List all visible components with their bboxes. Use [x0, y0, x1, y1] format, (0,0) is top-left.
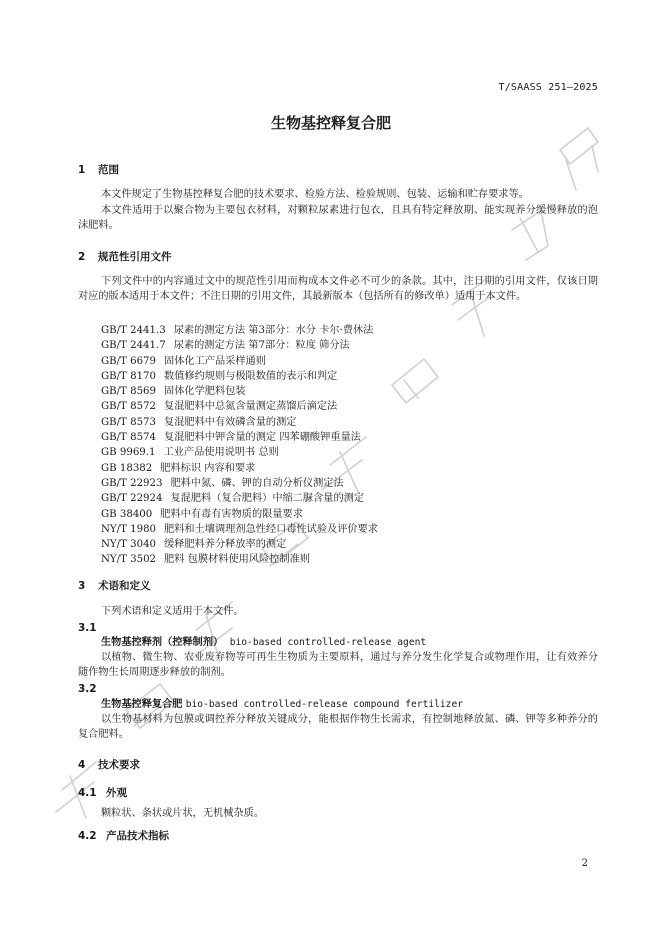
- list-item: [101, 507, 378, 522]
- section-number: 3: [78, 580, 86, 592]
- term-number: 3.1: [78, 622, 97, 634]
- list-item: [101, 491, 378, 506]
- list-item: [101, 522, 378, 537]
- reference-code: GB/T 8170: [101, 370, 157, 382]
- section-number: 2: [78, 251, 86, 263]
- list-item: [101, 399, 378, 414]
- list-item: [101, 552, 378, 567]
- list-item: [101, 369, 378, 384]
- list-item: [101, 461, 378, 476]
- references-intro: 下列文件中的内容通过文中的规范性引用而构成本文件必不可少的条款。其中，注日期的引用文件，仅该日期对应的版本适用于本文件；不注日期的引用文件，其最新版本（包括所有的修改单）适用于本文件。: [78, 276, 598, 302]
- reference-code: NY/T 1980: [101, 523, 157, 535]
- reference-title: 肥料 包膜材料使用风险控制准则: [164, 554, 310, 566]
- section-heading-normative-references: [78, 249, 172, 264]
- reference-title: 数值修约规则与极限数值的表示和判定: [164, 370, 338, 382]
- reference-title: 肥料中氮、磷、钾的自动分析仪测定法: [170, 477, 344, 489]
- reference-title: 尿素的测定方法 第7部分：粒度 筛分法: [173, 340, 350, 352]
- term-definition: 以生物基材料为包膜或调控养分释放关键成分，能根据作物生长需求，有控制地释放氮、磷、钾等多种养分的复合肥料。: [78, 714, 598, 740]
- document-number: T/SAASS 251—2025: [498, 82, 598, 93]
- reference-code: GB/T 8572: [101, 401, 157, 413]
- term-number: 3.2: [78, 683, 97, 695]
- section-title: 规范性引用文件: [98, 251, 172, 263]
- section-heading-technical-requirements: [78, 757, 140, 772]
- terms-intro: 下列术语和定义适用于本文件。: [101, 606, 244, 617]
- page-title: 生物基控释复合肥: [270, 114, 391, 132]
- reference-code: GB/T 8569: [101, 386, 157, 398]
- section-title: 范围: [98, 164, 119, 176]
- subsection-number: 4.2: [78, 830, 97, 842]
- reference-code: GB/T 2441.3: [101, 325, 166, 336]
- list-item: [101, 415, 378, 430]
- list-item: [101, 354, 378, 369]
- reference-code: GB/T 8573: [101, 416, 157, 428]
- reference-code: GB 18382: [101, 462, 153, 474]
- term-entry: [101, 635, 426, 650]
- term-chinese: 生物基控释复合肥: [101, 699, 183, 710]
- scope-paragraph-1: 本文件规定了生物基控释复合肥的技术要求、检验方法、检验规则、包装、运输和贮存要求等。: [101, 189, 529, 200]
- subsection-number: 4.1: [78, 787, 97, 799]
- subsection-heading-appearance: [78, 785, 127, 800]
- section-heading-scope: [78, 162, 119, 177]
- reference-code: NY/T 3040: [101, 539, 157, 551]
- reference-title: 复混肥料中钾含量的测定 四苯硼酸钾重量法: [164, 432, 361, 444]
- reference-title: 复混肥料（复合肥料）中缩二脲含量的测定: [170, 493, 365, 505]
- reference-title: 肥料中有毒有害物质的限量要求: [160, 508, 303, 520]
- reference-title: 复混肥料中总氮含量测定蒸馏后滴定法: [164, 401, 338, 413]
- scope-paragraph-2: 本文件适用于以聚合物为主要包衣材料，对颗粒尿素进行包衣，且具有特定释放期、能实现养分缓慢释放的泡沫肥料。: [78, 205, 598, 231]
- subsection-title: 外观: [106, 787, 127, 799]
- reference-code: GB/T 22923: [101, 477, 163, 489]
- term-entry: [101, 697, 463, 712]
- reference-code: GB/T 6679: [101, 355, 157, 367]
- reference-code: GB/T 8574: [101, 432, 157, 444]
- section-title: 术语和定义: [98, 580, 151, 592]
- reference-code: NY/T 3502: [101, 554, 157, 566]
- reference-code: GB/T 2441.7: [101, 340, 166, 352]
- appearance-text: 颗粒状、条状或片状，无机械杂质。: [101, 808, 264, 819]
- page-number: 2: [581, 858, 588, 869]
- list-item: [101, 430, 378, 445]
- term-english: bio-based controlled-release compound fertilizer: [185, 699, 463, 710]
- section-number: 4: [78, 759, 86, 771]
- list-item: [101, 445, 378, 460]
- reference-code: GB 38400: [101, 508, 153, 520]
- reference-title: 复混肥料中有效磷含量的测定: [164, 416, 297, 428]
- list-item: [101, 384, 378, 399]
- reference-title: 固体化学肥料包装: [164, 386, 246, 398]
- reference-title: 缓释肥料养分释放率的测定: [164, 539, 287, 551]
- reference-list: [101, 323, 378, 568]
- section-heading-terms: [78, 578, 151, 593]
- reference-code: GB/T 22924: [101, 493, 163, 505]
- reference-title: 肥料和土壤调理剂急性经口毒性试验及评价要求: [164, 523, 378, 535]
- list-item: [101, 338, 378, 353]
- term-definition: 以植物、微生物、农业废弃物等可再生生物质为主要原料，通过与养分发生化学复合或物理作用，让有效养分随作物生长周期逐步释放的制剂。: [78, 652, 598, 678]
- section-number: 1: [78, 164, 86, 176]
- reference-title: 固体化工产品采样通则: [164, 355, 266, 367]
- section-title: 技术要求: [98, 759, 140, 771]
- subsection-heading-indicators: [78, 828, 169, 843]
- reference-title: 肥料标识 内容和要求: [160, 462, 256, 474]
- reference-code: GB 9969.1: [101, 447, 156, 459]
- subsection-title: 产品技术指标: [106, 830, 169, 842]
- term-chinese: 生物基控释剂（控释制剂）: [101, 637, 224, 648]
- reference-title: 工业产品使用说明书 总则: [163, 447, 279, 459]
- list-item: [101, 323, 378, 338]
- list-item: [101, 537, 378, 552]
- reference-title: 尿素的测定方法 第3部分：水分 卡尔·费休法: [173, 325, 374, 336]
- term-english: bio-based controlled-release agent: [229, 637, 427, 648]
- list-item: [101, 476, 378, 491]
